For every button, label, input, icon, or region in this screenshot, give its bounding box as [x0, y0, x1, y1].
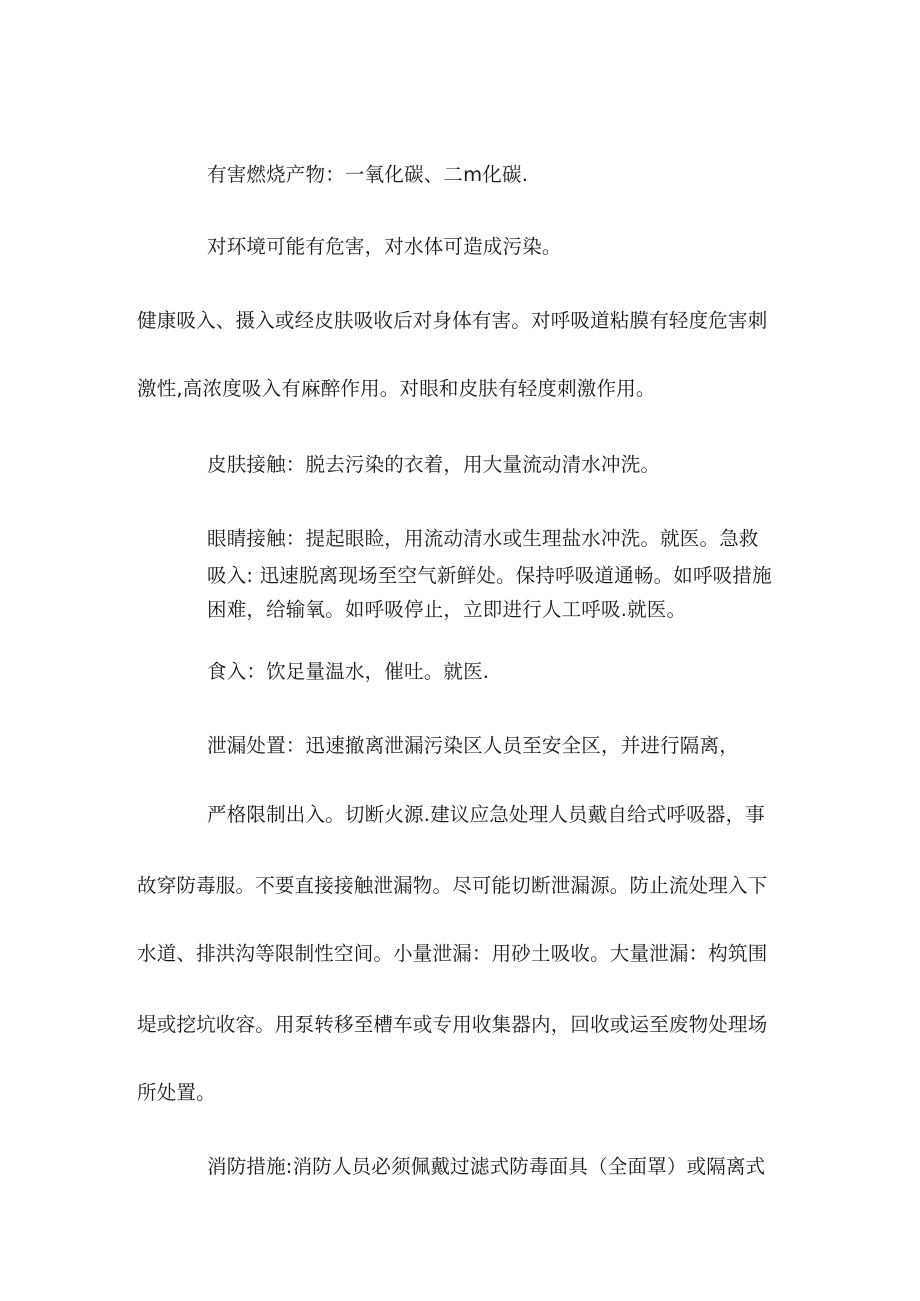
text-line-environment-hazard: 对环境可能有危害，对水体可造成污染。: [207, 235, 562, 258]
text-line-inhalation-2: 困难，给输氧。如呼吸停止，立即进行人工呼吸.就医。: [207, 598, 687, 621]
text-line-skin-contact: 皮肤接触：脱去污染的衣着，用大量流动清水冲洗。: [207, 453, 661, 476]
text-line-leak-handling-5: 堤或挖坑收容。用泵转移至槽车或专用收集器内，回收或运至废物处理场: [137, 1013, 768, 1036]
text-line-combustion-products: 有害燃烧产物：一氧化碳、二m化碳.: [207, 163, 529, 186]
text-line-leak-handling-6: 所处置。: [137, 1081, 216, 1104]
text-line-eye-contact: 眼睛接触：提起眼睑，用流动清水或生理盐水冲洗。就医。急救: [207, 527, 759, 550]
text-line-health-hazard-1: 健康吸入、摄入或经皮肤吸收后对身体有害。对呼吸道粘膜有轻度危害刺: [137, 309, 768, 332]
text-line-leak-handling-4: 水道、排洪沟等限制性空间。小量泄漏：用砂土吸收。大量泄漏：构筑围: [137, 942, 768, 965]
text-line-leak-handling-2: 严格限制出入。切断火源.建议应急处理人员戴自给式呼吸器，事: [207, 803, 765, 826]
text-line-leak-handling-1: 泄漏处置：迅速撤离泄漏污染区人员至安全区，并进行隔离，: [207, 734, 739, 757]
text-line-firefighting: 消防措施:消防人员必须佩戴过滤式防毒面具（全面罩）或隔离式: [207, 1155, 766, 1178]
text-line-inhalation-1: 吸入: 迅速脱离现场至空气新鲜处。保持呼吸道通畅。如呼吸措施: [207, 564, 772, 587]
text-line-ingestion: 食入：饮足量温水，催吐。就医.: [207, 660, 490, 683]
text-line-health-hazard-2: 激性,高浓度吸入有麻醉作用。对眼和皮肤有轻度刺激作用。: [137, 377, 656, 400]
text-line-leak-handling-3: 故穿防毒服。不要直接接触泄漏物。尽可能切断泄漏源。防止流处理入下: [137, 874, 768, 897]
